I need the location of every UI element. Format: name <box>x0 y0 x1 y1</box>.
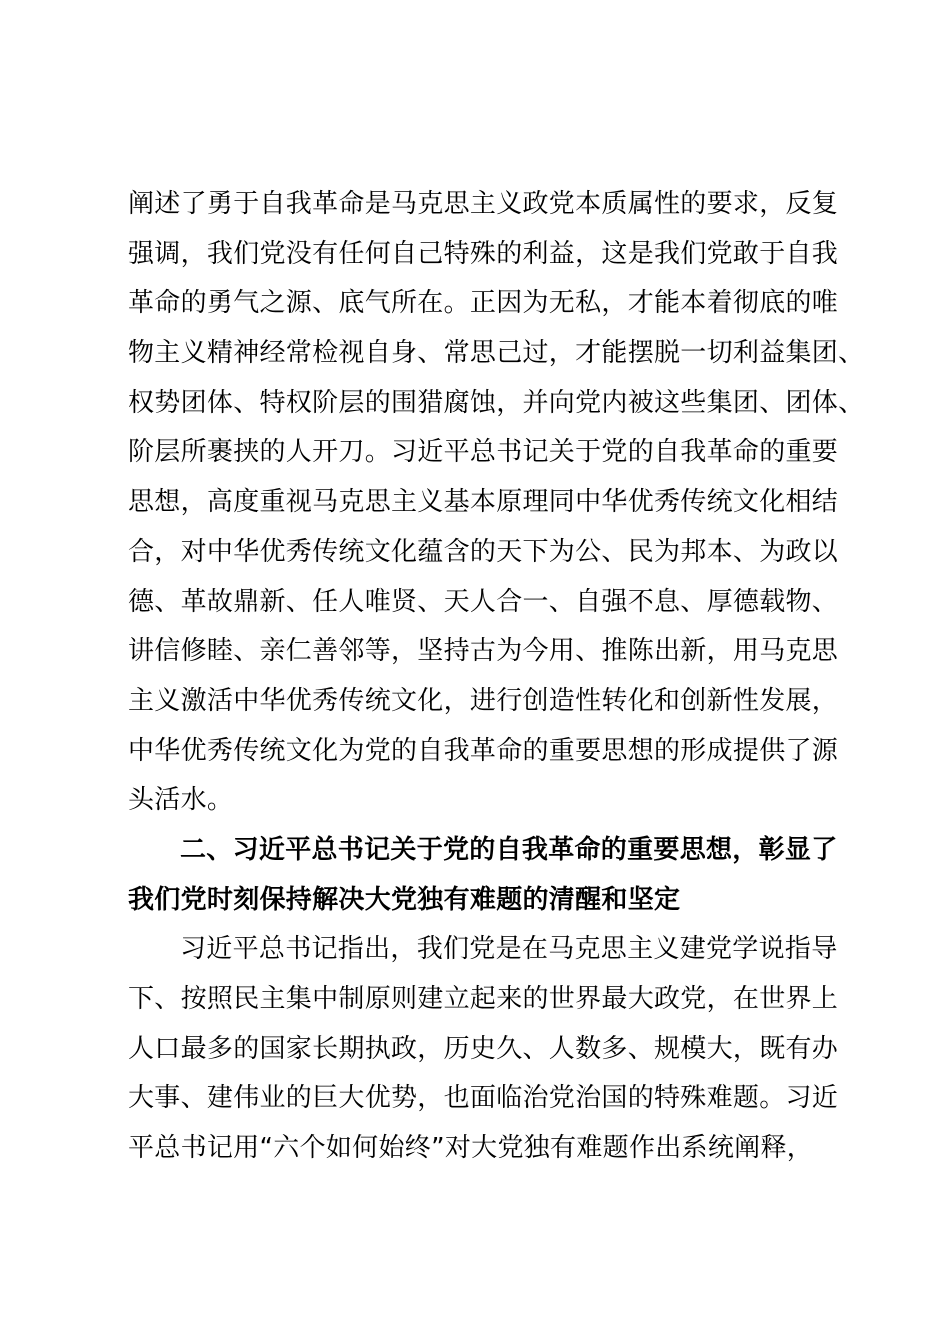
section-heading <box>128 826 848 925</box>
paragraph-line: 德、革故鼎新、任人唯贤、天人合一、自强不息、厚德载物、 <box>128 586 839 617</box>
paragraph-line: 讲信修睦、亲仁善邻等，坚持古为今用、推陈出新，用马克思 <box>128 636 839 667</box>
paragraph-line: 习近平总书记指出，我们党是在马克思主义建党学说指导 <box>180 934 838 965</box>
paragraph-line: 权势团体、特权阶层的围猎腐蚀，并向党内被这些集团、团体、 <box>128 387 865 418</box>
heading-line: 二、习近平总书记关于党的自我革命的重要思想，彰显了 <box>180 834 838 865</box>
paragraph-line: 中华优秀传统文化为党的自我革命的重要思想的形成提供了源 <box>128 735 839 766</box>
paragraph-line: 合，对中华优秀传统文化蕴含的天下为公、民为邦本、为政以 <box>128 536 839 567</box>
paragraph-line: 平总书记用“六个如何始终”对大党独有难题作出系统阐释， <box>128 1133 814 1164</box>
paragraph-1 <box>128 180 865 826</box>
paragraph-2 <box>128 925 848 1173</box>
paragraph-line: 强调，我们党没有任何自己特殊的利益，这是我们党敢于自我 <box>128 238 839 269</box>
body-text <box>128 180 865 1174</box>
heading-line: 我们党时刻保持解决大党独有难题的清醒和坚定 <box>128 884 681 915</box>
paragraph-line: 头活水。 <box>128 785 234 816</box>
paragraph-line: 下、按照民主集中制原则建立起来的世界最大政党，在世界上 <box>128 984 839 1014</box>
paragraph-line: 革命的勇气之源、底气所在。正因为无私，才能本着彻底的唯 <box>128 288 839 319</box>
paragraph-line: 阐述了勇于自我革命是马克思主义政党本质属性的要求，反复 <box>128 189 839 219</box>
paragraph-line: 阶层所裹挟的人开刀。习近平总书记关于党的自我革命的重要 <box>128 437 839 468</box>
paragraph-line: 思想，高度重视马克思主义基本原理同中华优秀传统文化相结 <box>128 487 839 518</box>
paragraph-line: 大事、建伟业的巨大优势，也面临治党治国的特殊难题。习近 <box>128 1083 839 1114</box>
paragraph-line: 人口最多的国家长期执政，历史久、人数多、规模大，既有办 <box>128 1033 839 1064</box>
paragraph-line: 物主义精神经常检视自身、常思己过，才能摆脱一切利益集团、 <box>128 338 865 369</box>
paragraph-line: 主义激活中华优秀传统文化，进行创造性转化和创新性发展， <box>128 685 839 716</box>
